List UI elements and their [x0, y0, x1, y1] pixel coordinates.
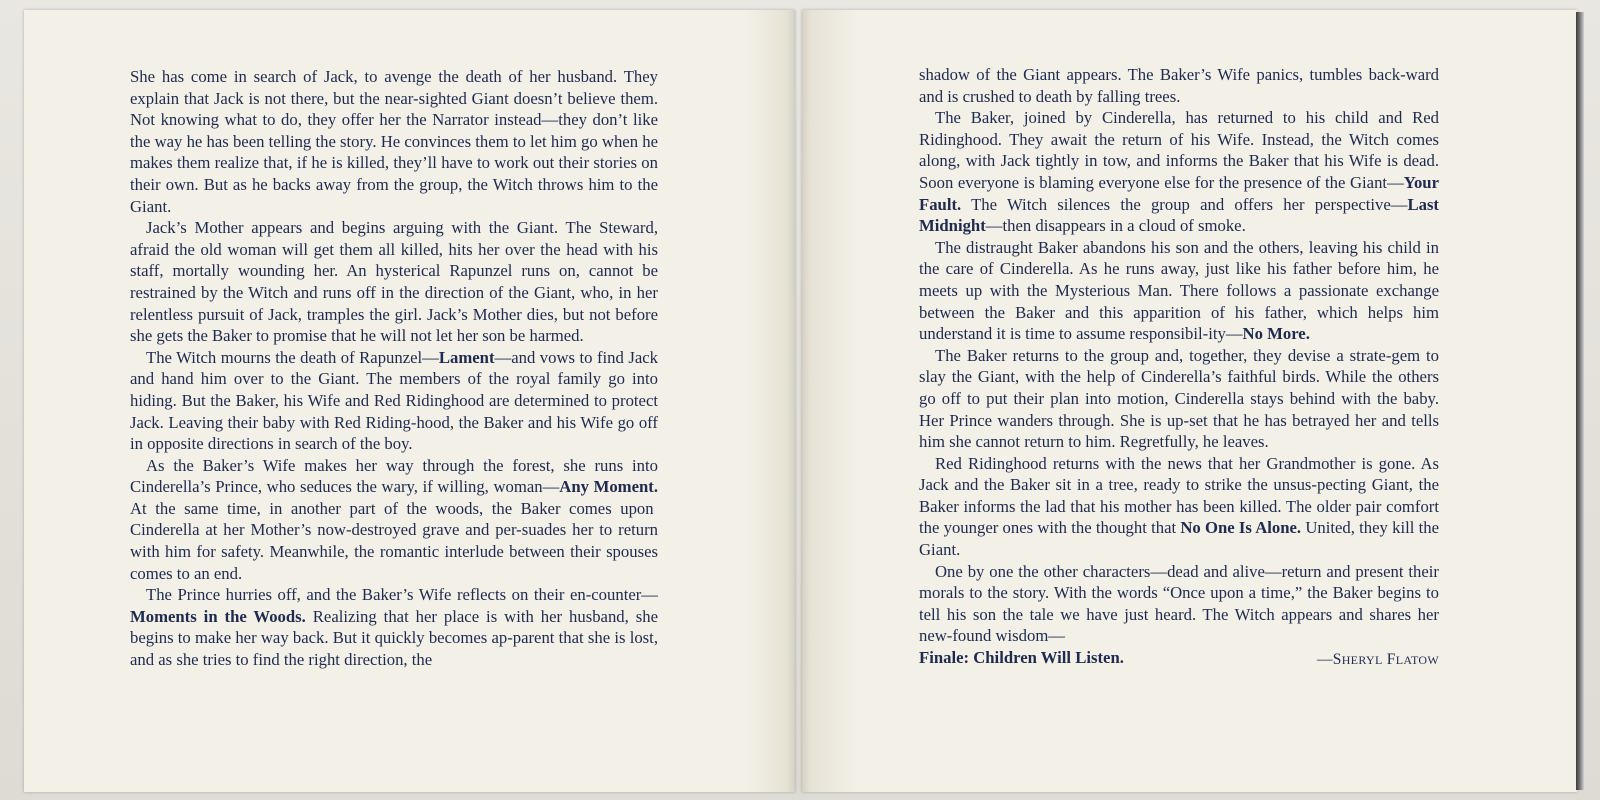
paragraph-text: —and vows to find Jack and hand him over to the Giant. The members of the royal family go into hiding. But the Baker, his Wife and Red Ridinghood are determined to protect Jack. Leaving their baby with Red Riding-hood, the Baker and his Wife go off in opposite directions in search of the boy.: [130, 347, 658, 454]
song-title: Lament: [438, 347, 495, 367]
paragraph-text: shadow of the Giant appears. The Baker’s Wife panics, tumbles back-ward and is crushed to death by falling trees.: [919, 65, 1439, 106]
song-title: Your Fault.: [919, 172, 1439, 214]
paragraph-text: The Witch mourns the death of Rapunzel—: [146, 347, 439, 367]
paragraph-text: One by one the other characters—dead and alive—return and present their morals to the story. With the words “Once upon a time,” the Baker begins to tell his son the tale we have just heard. The Witch appears and shares her new-found wisdom—: [919, 561, 1439, 646]
song-title: No One Is Alone.: [1180, 518, 1302, 538]
finale-song-title: Finale: Children Will Listen.: [919, 648, 1124, 668]
song-title: Any Moment.: [559, 477, 658, 497]
paragraph-text: —then disappears in a cloud of smoke.: [985, 216, 1246, 236]
paragraph-text: As the Baker’s Wife makes her way through the forest, she runs into Cinderella’s Prince, who seduces the wary, if willing, woman—: [130, 455, 658, 497]
page-edge-shadow: [1576, 12, 1584, 790]
paragraph: [919, 345, 1439, 453]
paragraph: [130, 66, 658, 217]
paragraph: [919, 453, 1439, 561]
paragraph-text: The distraught Baker abandons his son and the others, leaving his child in the care of Cinderella. As he runs away, just like his father before him, he meets up with the Mysterious Man. There follows a passionate exchange between the Baker and this apparition of his father, which helps him understand it is time to assume responsibil-ity—: [919, 237, 1439, 344]
paragraph-text: The Prince hurries off, and the Baker’s Wife reflects on their en-counter—: [146, 585, 658, 605]
left-page: [24, 10, 795, 792]
paragraph: [919, 107, 1439, 237]
paragraph-text: At the same time, in another part of the woods, the Baker comes upon Cinderella at her Mother’s now-destroyed grave and per-suades her to return with him for safety. Meanwhile, the romantic interlude between their spouses comes to an end.: [130, 498, 658, 583]
left-page-text: [130, 66, 658, 671]
paragraph: [130, 584, 658, 670]
right-page: [802, 10, 1577, 792]
paragraph-text: The Witch silences the group and offers her perspective—: [961, 194, 1408, 214]
paragraph-text: Jack’s Mother appears and begins arguing with the Giant. The Steward, afraid the old woman will get them all killed, hits her over the head with his staff, mortally wounding her. An hysterical Rapunzel runs on, cannot be restrained by the Witch and runs off in the direction of the Giant, who, in her relentless pursuit of Jack, tramples the girl. Jack’s Mother dies, but not before she gets the Baker to promise that he will not let her son be harmed.: [130, 218, 658, 346]
paragraph-text: The Baker returns to the group and, together, they devise a strate-gem to slay the Giant, with the help of Cinderella’s faithful birds. While the others go off to put their plan into motion, Cinderella stays behind with the baby. Her Prince wanders through. She is up-set that he has betrayed her and tells him she cannot return to him. Regretfully, he leaves.: [919, 345, 1439, 452]
paragraph: [919, 64, 1439, 107]
paragraph-text: Realizing that her place is with her husband, she begins to make her way back. But it quickly becomes ap-parent that she is lost, and as she tries to find the right direction, the: [130, 606, 658, 670]
paragraph-text: Red Ridinghood returns with the news that her Grandmother is gone. As Jack and the Baker sit in a tree, ready to strike the unsus-pecting Giant, the Baker informs the lad that his mother has been killed. The older pair comfort the younger ones with the thought that: [919, 453, 1439, 538]
paragraph: [130, 347, 658, 455]
paragraph: [919, 561, 1439, 647]
paragraph: [130, 217, 658, 347]
song-title: No More.: [1242, 324, 1310, 344]
song-title: Last Midnight: [919, 194, 1439, 236]
paragraph: [919, 237, 1439, 345]
paragraph-text: The Baker, joined by Cinderella, has returned to his child and Red Ridinghood. They await the return of his Wife. Instead, the Witch comes along, with Jack tightly in tow, and informs the Baker that his Wife is dead. Soon everyone is blaming everyone else for the presence of the Giant—: [919, 108, 1439, 192]
paragraph-text: She has come in search of Jack, to avenge the death of her husband. They explain that Jack is not there, but the near-sighted Giant doesn’t believe them. Not knowing what to do, they offer her the Narrator instead—they don’t like the way he has been telling the story. He convinces them to let him go when he makes them realize that, if he is killed, they’ll have to work out their stories on their own. But as he backs away from the group, the Witch throws him to the Giant.: [130, 67, 658, 216]
right-page-text: [919, 64, 1439, 669]
closing-row: [919, 647, 1439, 669]
paragraph-text: United, they kill the Giant.: [919, 518, 1439, 560]
song-title: Moments in the Woods.: [130, 606, 306, 626]
paragraph: [130, 455, 658, 585]
author-signature: —SHERYL FLATOW: [1316, 651, 1439, 669]
